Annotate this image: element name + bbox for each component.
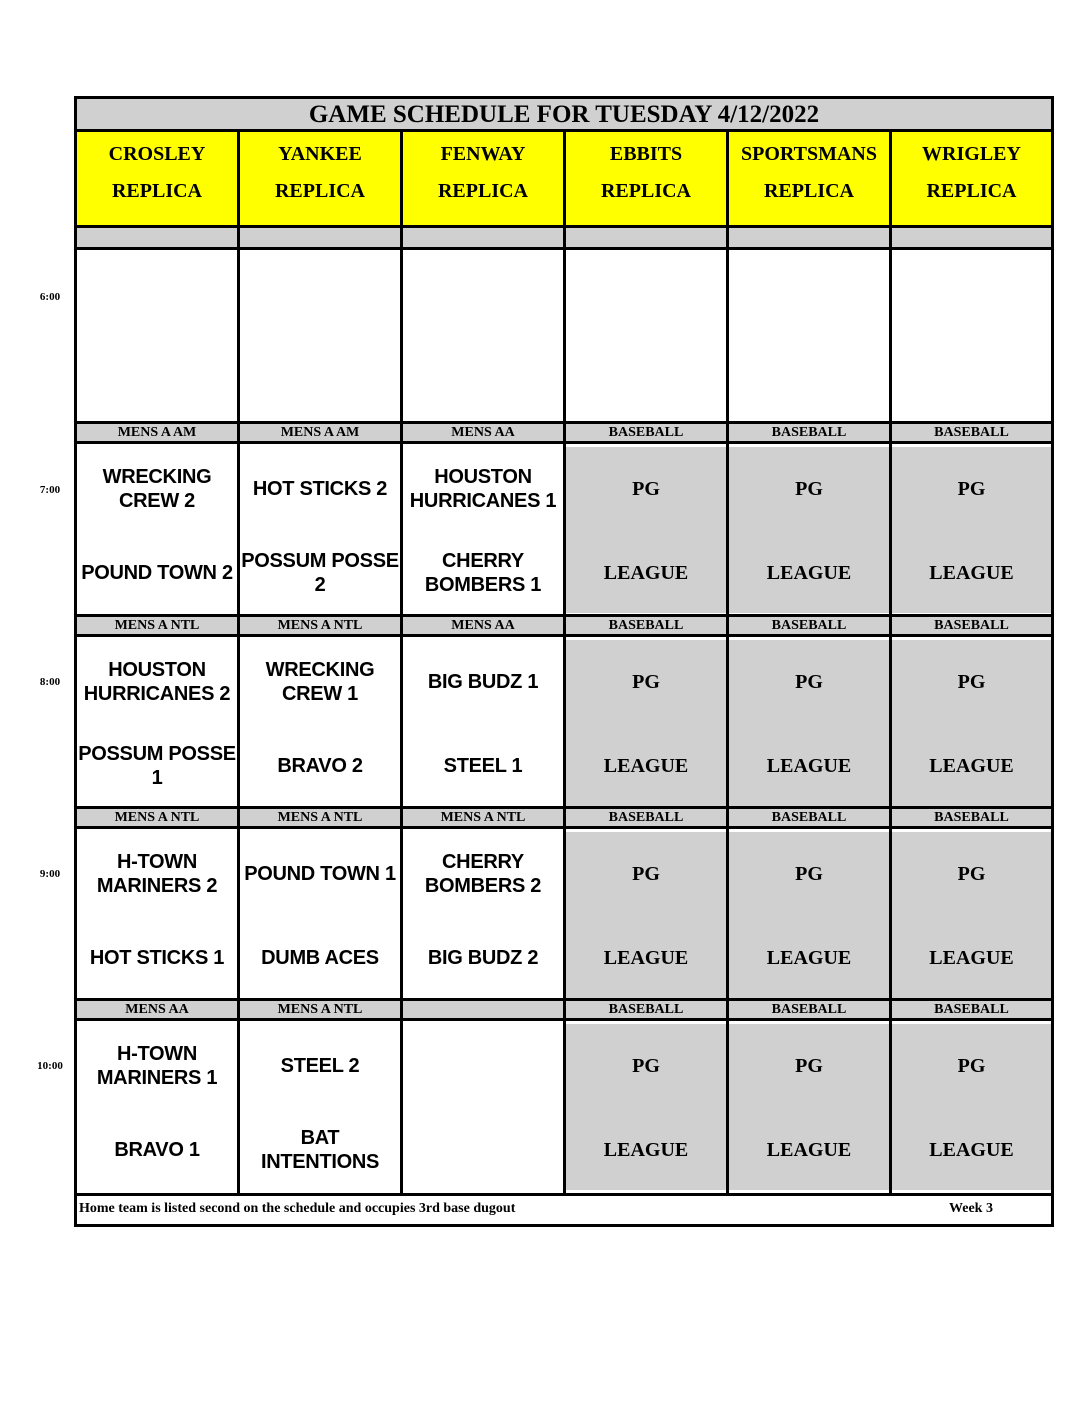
league-slot (729, 1024, 889, 1190)
column-divider (400, 132, 403, 1193)
time-label: 7:00 (39, 484, 61, 496)
schedule-footer (77, 1193, 1051, 1224)
league-label: LEAGUE (766, 754, 852, 777)
home-team (403, 1108, 563, 1192)
league-label: LEAGUE (766, 946, 852, 969)
league-label: PG (632, 1054, 660, 1077)
league-label: PG (795, 862, 823, 885)
league-slot (566, 640, 726, 806)
empty-slot (892, 253, 1051, 420)
game-slot (403, 447, 563, 613)
field-subtitle: REPLICA (763, 180, 854, 202)
empty-slot (566, 253, 726, 420)
spacer-cell (240, 228, 400, 250)
game-slot (77, 640, 237, 806)
game-slot (77, 832, 237, 998)
field-name: SPORTSMANS (741, 143, 877, 165)
league-label: PG (795, 670, 823, 693)
home-team: BAT INTENTIONS (260, 1127, 380, 1173)
away-team: H-TOWN MARINERS 2 (96, 851, 218, 897)
division-label: BASEBALL (566, 806, 726, 829)
empty-slot (403, 253, 563, 420)
time-label: 9:00 (39, 868, 61, 880)
field-header (892, 132, 1051, 228)
game-slot (240, 1024, 400, 1190)
division-label (403, 998, 563, 1021)
league-slot (566, 832, 726, 998)
field-subtitle: REPLICA (600, 180, 691, 202)
away-team: STEEL 2 (280, 1055, 360, 1077)
league-label: LEAGUE (929, 1138, 1014, 1161)
time-label: 10:00 (37, 1060, 63, 1072)
schedule-sheet (74, 96, 1054, 1227)
division-label: BASEBALL (892, 998, 1051, 1021)
away-team: HOUSTON HURRICANES 1 (409, 466, 557, 512)
empty-slot (240, 253, 400, 420)
away-team: POUND TOWN 1 (244, 863, 396, 885)
spacer-cell (403, 228, 563, 250)
schedule-title: GAME SCHEDULE FOR TUESDAY 4/12/2022 (77, 99, 1051, 132)
division-label: BASEBALL (729, 614, 889, 637)
home-team: POSSUM POSSE 2 (241, 550, 399, 596)
league-label: PG (632, 862, 660, 885)
home-team: BRAVO 2 (277, 755, 363, 777)
league-label: PG (795, 477, 823, 500)
away-team: WRECKING CREW 1 (265, 659, 375, 705)
league-slot (729, 640, 889, 806)
field-name: EBBITS (609, 143, 683, 165)
division-label: BASEBALL (729, 998, 889, 1021)
league-label: PG (957, 477, 986, 500)
division-label: MENS A NTL (77, 614, 237, 637)
division-label: BASEBALL (892, 806, 1051, 829)
league-label: LEAGUE (929, 561, 1014, 584)
home-team: POSSUM POSSE 1 (78, 743, 236, 789)
league-slot (729, 832, 889, 998)
league-slot (892, 832, 1051, 998)
field-name: WRIGLEY (922, 143, 1021, 165)
league-slot (892, 447, 1051, 613)
division-label: BASEBALL (566, 614, 726, 637)
spacer-cell (566, 228, 726, 250)
division-label: MENS A NTL (240, 998, 400, 1021)
division-label: MENS A NTL (240, 806, 400, 829)
division-label: MENS A AM (77, 421, 237, 444)
league-label: PG (795, 1054, 823, 1077)
field-header (566, 132, 726, 228)
division-label: MENS A NTL (240, 614, 400, 637)
empty-slot (77, 253, 237, 420)
column-divider (563, 132, 566, 1193)
division-label: BASEBALL (892, 614, 1051, 637)
division-label: MENS AA (403, 421, 563, 444)
division-label: MENS A AM (240, 421, 400, 444)
league-slot (729, 447, 889, 613)
division-label: BASEBALL (892, 421, 1051, 444)
away-team: H-TOWN MARINERS 1 (96, 1043, 218, 1089)
league-label: LEAGUE (603, 754, 689, 777)
league-label: PG (957, 862, 986, 885)
column-divider (726, 132, 729, 1193)
home-team: BRAVO 1 (114, 1139, 200, 1161)
field-header (403, 132, 563, 228)
division-label: BASEBALL (566, 421, 726, 444)
division-label: BASEBALL (729, 421, 889, 444)
empty-slot (729, 253, 889, 420)
league-slot (566, 1024, 726, 1190)
home-team: CHERRY BOMBERS 1 (424, 550, 542, 596)
division-label: MENS AA (403, 614, 563, 637)
home-team: POUND TOWN 2 (81, 562, 233, 584)
home-team: BIG BUDZ 2 (427, 947, 539, 969)
away-team: WRECKING CREW 2 (102, 466, 212, 512)
spacer-cell (892, 228, 1051, 250)
league-label: PG (957, 670, 986, 693)
league-label: LEAGUE (929, 946, 1014, 969)
game-slot (403, 1024, 563, 1190)
time-label: 8:00 (39, 676, 61, 688)
division-label: BASEBALL (566, 998, 726, 1021)
game-slot (240, 447, 400, 613)
league-slot (892, 640, 1051, 806)
division-label: MENS AA (77, 998, 237, 1021)
league-label: PG (957, 1054, 986, 1077)
league-label: LEAGUE (603, 1138, 689, 1161)
game-slot (240, 832, 400, 998)
game-slot (77, 447, 237, 613)
field-subtitle: REPLICA (437, 180, 528, 202)
field-header (240, 132, 400, 228)
field-subtitle: REPLICA (926, 180, 1017, 202)
away-team: CHERRY BOMBERS 2 (424, 851, 542, 897)
game-slot (77, 1024, 237, 1190)
league-label: LEAGUE (603, 561, 689, 584)
column-divider (889, 132, 892, 1193)
field-subtitle: REPLICA (111, 180, 202, 202)
home-team: STEEL 1 (443, 755, 523, 777)
game-slot (240, 640, 400, 806)
week-label: Week 3 (949, 1201, 993, 1216)
league-label: LEAGUE (929, 754, 1014, 777)
spacer-cell (77, 228, 237, 250)
away-team (403, 1024, 563, 1108)
game-slot (403, 832, 563, 998)
field-subtitle: REPLICA (274, 180, 365, 202)
field-name: CROSLEY (108, 143, 206, 165)
home-team: DUMB ACES (261, 947, 379, 969)
league-label: LEAGUE (766, 1138, 852, 1161)
column-divider (237, 132, 240, 1193)
field-name: FENWAY (440, 143, 526, 165)
field-header (729, 132, 889, 228)
league-slot (566, 447, 726, 613)
time-label: 6:00 (39, 291, 61, 303)
league-slot (892, 1024, 1051, 1190)
field-name: YANKEE (278, 143, 362, 165)
league-label: PG (632, 670, 660, 693)
division-label: MENS A NTL (403, 806, 563, 829)
game-slot (403, 640, 563, 806)
home-team-note: Home team is listed second on the schedule and occupies 3rd base dugout (79, 1201, 516, 1216)
away-team: BIG BUDZ 1 (427, 671, 539, 693)
away-team: HOT STICKS 2 (252, 478, 388, 500)
league-label: LEAGUE (603, 946, 689, 969)
league-label: PG (632, 477, 660, 500)
away-team: HOUSTON HURRICANES 2 (83, 659, 231, 705)
home-team: HOT STICKS 1 (89, 947, 225, 969)
division-label: BASEBALL (729, 806, 889, 829)
league-label: LEAGUE (766, 561, 852, 584)
spacer-cell (729, 228, 889, 250)
division-label: MENS A NTL (77, 806, 237, 829)
field-header (77, 132, 237, 228)
